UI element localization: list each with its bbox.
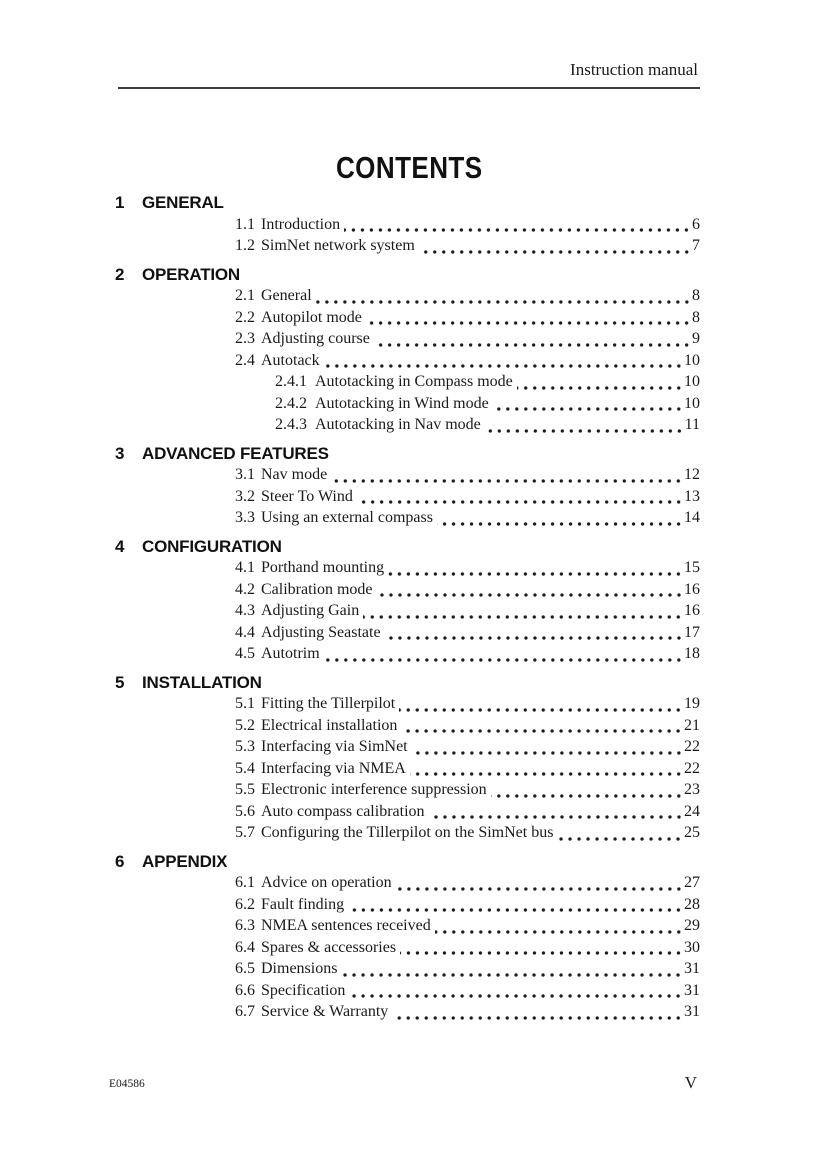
toc-entry-title: Porthand mounting (261, 559, 385, 576)
toc-entry-title: Autotrim (261, 645, 320, 662)
toc-entry (235, 915, 700, 937)
toc-entry-title: Adjusting Seastate (261, 623, 381, 641)
toc-entry (235, 414, 700, 436)
dot-leader (392, 1001, 684, 1023)
toc-entry (235, 214, 700, 236)
toc-entry (235, 622, 700, 644)
toc-entry-page: 6 (692, 215, 700, 233)
toc-entry-number: 5.2 (235, 716, 255, 734)
toc-entry (235, 822, 700, 844)
toc-entry-number: 6.3 (235, 917, 255, 934)
toc-entry-title: Interfacing via SimNet (261, 738, 408, 755)
dot-leader (437, 507, 684, 529)
toc-entry-title: Service & Warranty (261, 1003, 389, 1020)
toc-section (115, 672, 700, 844)
toc-section-number: 5 (115, 672, 125, 692)
toc-section (115, 264, 700, 436)
toc-section-title: CONFIGURATION (142, 536, 282, 556)
dot-leader (331, 464, 684, 486)
toc-entry-title: Auto compass calibration (261, 802, 425, 820)
toc-entry-page: 8 (692, 308, 700, 326)
toc-entry (235, 980, 700, 1002)
toc-section-entries (118, 557, 700, 665)
toc-entry (235, 464, 700, 486)
toc-section-entries (118, 285, 700, 436)
toc-entry-page: 31 (684, 981, 700, 999)
toc-entry-page: 15 (684, 559, 700, 576)
toc-entry-page: 8 (692, 287, 700, 304)
toc-entry-number: 5.4 (235, 759, 255, 777)
toc-section-number: 4 (115, 536, 125, 556)
toc-entry (235, 894, 700, 916)
toc-section-heading (115, 264, 700, 286)
toc-entry-page: 12 (684, 466, 700, 483)
toc-entry-number: 6.1 (235, 874, 255, 891)
toc-entry-number: 5.1 (235, 695, 255, 712)
toc-entry-number: 5.5 (235, 781, 255, 798)
toc-entry (235, 736, 700, 758)
dot-leader (324, 643, 684, 665)
toc-section-heading (115, 851, 700, 873)
toc-entry-page: 19 (684, 695, 700, 712)
dot-leader (377, 579, 684, 601)
toc-entry-page: 24 (684, 802, 700, 820)
toc-section (115, 192, 700, 257)
toc-entry-title: General (261, 287, 312, 304)
toc-section-title: GENERAL (142, 193, 224, 212)
toc-section-title: APPENDIX (142, 851, 228, 871)
toc-section-number: 6 (115, 851, 125, 871)
toc-entry-title: Using an external compass (261, 509, 433, 526)
dot-leader (435, 915, 684, 937)
toc-section-title: OPERATION (142, 264, 241, 284)
toc-entry (235, 507, 700, 529)
dot-leader (357, 486, 684, 508)
toc-entry-page: 23 (684, 781, 700, 798)
toc-entry-title: Electronic interference suppression (261, 781, 487, 798)
toc-entry-title: Spares & accessories (261, 938, 397, 956)
toc-entry-number: 6.2 (235, 895, 255, 913)
dot-leader (419, 235, 692, 257)
toc-entry-number: 4.4 (235, 623, 255, 641)
dot-leader (399, 693, 684, 715)
dot-leader (491, 779, 684, 801)
toc-entry-title: Nav mode (261, 466, 328, 483)
toc-entry-number: 4.2 (235, 580, 255, 598)
dot-leader (517, 371, 684, 393)
dot-leader (341, 958, 684, 980)
toc-entry-title: Fitting the Tillerpilot (261, 695, 396, 712)
dot-leader (401, 715, 684, 737)
dot-leader (493, 393, 684, 415)
toc-section (115, 443, 700, 529)
toc-section (115, 851, 700, 1023)
toc-section-number: 2 (115, 264, 125, 284)
toc-entry (235, 285, 700, 307)
toc-entry-page: 30 (684, 938, 700, 956)
toc-entry-page: 22 (684, 759, 700, 777)
toc-entry-number: 2.4.2 (275, 394, 307, 412)
toc-entry-page: 17 (684, 623, 700, 641)
toc-entry (235, 307, 700, 329)
toc-section-entries (118, 464, 700, 529)
dot-leader (388, 557, 684, 579)
toc-entry-number: 2.2 (235, 308, 255, 326)
toc-entry-page: 22 (684, 738, 700, 755)
toc-entry (235, 715, 700, 737)
toc-entry-number: 3.3 (235, 509, 255, 526)
toc-entry-page: 10 (684, 394, 700, 412)
toc-entry-page: 13 (684, 487, 700, 505)
dot-leader (429, 801, 684, 823)
toc-entry-page: 31 (684, 960, 700, 977)
toc-entry (235, 693, 700, 715)
header-rule (118, 87, 700, 89)
toc-entry-title: NMEA sentences received (261, 917, 431, 934)
dot-leader (366, 307, 692, 329)
toc-entry-page: 21 (684, 716, 700, 734)
toc-section-entries (118, 872, 700, 1023)
toc-entry-title: Calibration mode (261, 580, 373, 598)
toc-entry-title: Autotack (261, 351, 320, 369)
toc-entry-number: 2.1 (235, 287, 255, 304)
toc-section-number: 1 (115, 193, 125, 212)
dot-leader (485, 414, 685, 436)
toc-entry (235, 758, 700, 780)
toc-entry-title: Specification (261, 981, 346, 999)
toc-entry-number: 1.1 (235, 215, 255, 233)
toc-entry (235, 1001, 700, 1023)
toc-entry-page: 11 (684, 416, 700, 433)
toc-entry-title: Fault finding (261, 895, 345, 913)
dot-leader (344, 214, 692, 236)
dot-leader (412, 736, 684, 758)
toc-entry-page: 27 (684, 874, 700, 891)
toc-entry-number: 2.3 (235, 330, 255, 347)
toc-entry-page: 25 (684, 824, 700, 841)
toc-entry (235, 779, 700, 801)
toc-entry-page: 29 (684, 917, 700, 934)
dot-leader (410, 758, 684, 780)
toc-entry-page: 10 (684, 351, 700, 369)
toc-section-number: 3 (115, 443, 125, 463)
toc-entry-page: 7 (692, 237, 700, 254)
toc-entry (235, 486, 700, 508)
dot-leader (557, 822, 684, 844)
toc-entry-number: 6.6 (235, 981, 255, 999)
toc-entry (235, 872, 700, 894)
toc-entry-title: Adjusting Gain (261, 602, 360, 619)
toc-entry-page: 31 (684, 1003, 700, 1020)
toc-section-entries (118, 214, 700, 257)
toc-entry-title: Introduction (261, 215, 341, 233)
dot-leader (396, 872, 684, 894)
toc-entry (235, 801, 700, 823)
toc-entry-number: 4.1 (235, 559, 255, 576)
toc-entry-title: Interfacing via NMEA (261, 759, 406, 777)
toc-entry-page: 16 (684, 602, 700, 619)
toc-entry (235, 393, 700, 415)
dot-leader (400, 937, 684, 959)
toc-entry-title: Steer To Wind (261, 487, 353, 505)
toc-entry (235, 235, 700, 257)
dot-leader (385, 622, 684, 644)
toc-entry-number: 4.3 (235, 602, 255, 619)
toc-section-heading (115, 443, 700, 465)
toc-entry-number: 5.6 (235, 802, 255, 820)
toc-entry-number: 4.5 (235, 645, 255, 662)
toc-entry-page: 16 (684, 580, 700, 598)
toc-entry-title: Autotacking in Wind mode (315, 394, 489, 412)
toc-entry (235, 937, 700, 959)
toc-section-title: INSTALLATION (142, 672, 262, 692)
toc-entry (235, 328, 700, 350)
toc-entry (235, 557, 700, 579)
toc-entry-title: Configuring the Tillerpilot on the SimNet bus (261, 824, 554, 841)
toc-entry-number: 3.2 (235, 487, 255, 505)
document-number: E04586 (109, 1078, 145, 1090)
toc-entry (235, 958, 700, 980)
toc-entry-page: 28 (684, 895, 700, 913)
toc-entry-title: Autotacking in Nav mode (315, 416, 481, 433)
dot-leader (374, 328, 692, 350)
toc-entry-number: 6.7 (235, 1003, 255, 1020)
toc-section-entries (118, 693, 700, 844)
toc-entry (235, 643, 700, 665)
toc-entry-title: Electrical installation (261, 716, 398, 734)
dot-leader (349, 980, 684, 1002)
toc-entry-number: 1.2 (235, 237, 255, 254)
toc-section-heading (115, 192, 700, 214)
toc-section-heading (115, 672, 700, 694)
dot-leader (324, 350, 684, 372)
toc-section-heading (115, 536, 700, 558)
toc-entry-page: 10 (684, 373, 700, 390)
page-number: V (684, 1073, 697, 1092)
toc-entry (235, 371, 700, 393)
toc-entry (235, 579, 700, 601)
toc-entry-page: 14 (684, 509, 700, 526)
toc-entry-title: Autopilot mode (261, 308, 362, 326)
toc-section-title: ADVANCED FEATURES (142, 443, 329, 463)
dot-leader (316, 285, 692, 307)
toc-entry-number: 5.3 (235, 738, 255, 755)
toc-entry-number: 5.7 (235, 824, 255, 841)
toc-entry-number: 2.4.1 (275, 373, 307, 390)
toc-entry-title: SimNet network system (261, 237, 415, 254)
toc-entry-number: 6.5 (235, 960, 255, 977)
toc-entry-number: 2.4 (235, 351, 255, 369)
toc-entry-page: 18 (684, 645, 700, 662)
toc-entry-title: Adjusting course (261, 330, 370, 347)
toc-entry-title: Autotacking in Compass mode (315, 373, 513, 390)
toc-entry-number: 3.1 (235, 466, 255, 483)
toc-entry (235, 600, 700, 622)
toc-section (115, 536, 700, 665)
toc-entry-page: 9 (692, 330, 700, 347)
running-header: Instruction manual (570, 60, 698, 79)
table-of-contents (115, 192, 700, 1023)
toc-entry-title: Advice on operation (261, 874, 392, 891)
toc-entry-number: 2.4.3 (275, 416, 307, 433)
toc-entry (235, 350, 700, 372)
toc-entry-number: 6.4 (235, 938, 255, 956)
toc-entry-title: Dimensions (261, 960, 338, 977)
dot-leader (348, 894, 684, 916)
dot-leader (363, 600, 684, 622)
page-title: CONTENTS (335, 149, 483, 185)
